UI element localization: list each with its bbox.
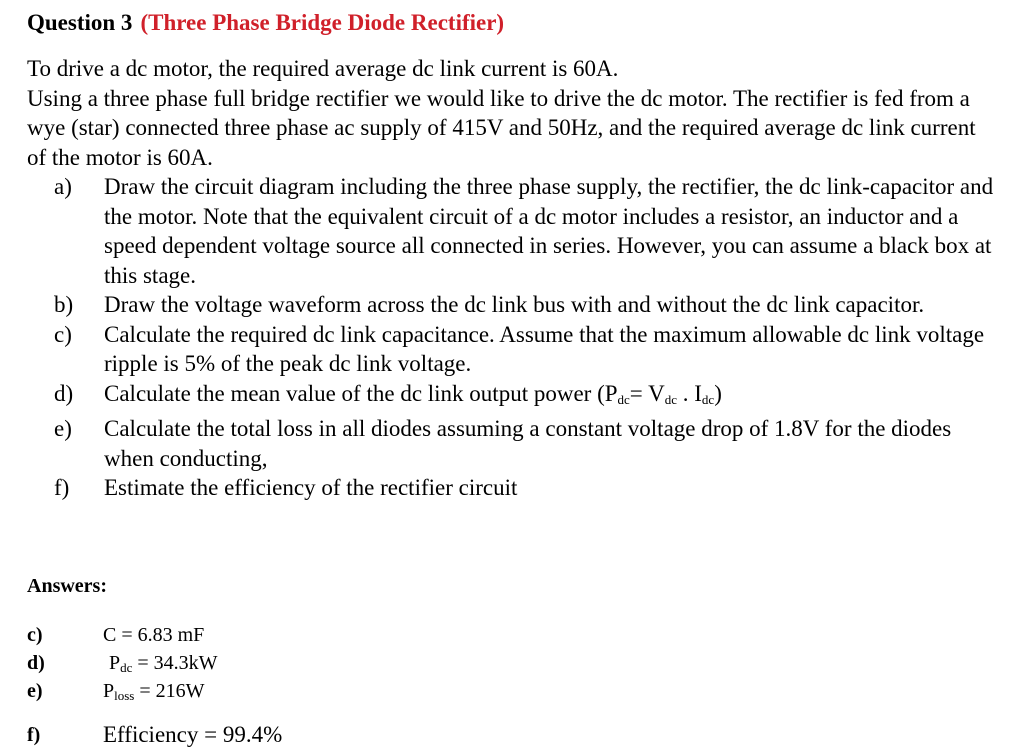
answer-value — [103, 624, 204, 647]
question-parts-list — [54, 172, 1004, 503]
question-subtitle: (Three Phase Bridge Diode Rectifier) — [140, 10, 505, 35]
part-text: Draw the circuit diagram including the three phase supply, the rectifier, the dc link-capacitor and the motor. Note that the equivalent circuit of a dc motor includes a resistor, an inductor and a speed dependent voltage source all connected in series. However, you can assume a black box at this stage. — [104, 174, 994, 288]
intro-line-1: To drive a dc motor, the required average dc link current is 60A. — [27, 56, 619, 81]
part-text: Draw the voltage waveform across the dc link bus with and without the dc link capacitor. — [104, 292, 925, 317]
part-b — [54, 290, 1004, 320]
part-label: f) — [54, 475, 70, 500]
subscript: loss — [114, 688, 135, 703]
answer-label: e) — [27, 680, 43, 702]
part-label: d) — [54, 380, 74, 406]
answer-value — [103, 680, 205, 704]
subscript: dc — [120, 660, 133, 675]
answer-value — [109, 652, 218, 676]
part-c — [54, 320, 1004, 379]
part-text: Calculate the required dc link capacitance. Assume that the maximum allowable dc link voltage ripple is 5% of the peak dc link voltage. — [104, 321, 985, 376]
part-label: a) — [54, 174, 72, 199]
subscript: dc — [701, 391, 715, 407]
answer-value — [103, 722, 282, 748]
answer-label: f) — [27, 724, 41, 746]
part-d-text-2: = V — [629, 380, 665, 406]
part-label: b) — [54, 292, 74, 317]
part-text: Estimate the efficiency of the rectifier circuit — [104, 475, 518, 500]
part-e — [54, 414, 1004, 473]
question-heading — [27, 10, 504, 36]
answer-label: d) — [27, 652, 45, 674]
intro-paragraph-2: Using a three phase full bridge rectifier we would like to drive the dc motor. The rectifier is fed from a wye (star) connected three phase ac supply of 415V and 50Hz, and the required average dc link current of the motor is 60A. — [27, 85, 976, 170]
answers-heading: Answers: — [27, 575, 107, 597]
part-label: c) — [54, 321, 72, 347]
part-d — [54, 379, 1004, 415]
answer-label: c) — [27, 624, 43, 646]
answer-text: Efficiency = 99.4% — [103, 722, 283, 747]
answer-text: C = 6.83 mF — [103, 624, 205, 646]
part-d-text-1: Calculate the mean value of the dc link output power (P — [104, 380, 618, 406]
subscript: dc — [664, 391, 677, 407]
subscript: dc — [617, 391, 630, 407]
question-number: Question 3 — [27, 10, 133, 35]
part-a — [54, 172, 1004, 290]
part-d-text-4: ) — [714, 380, 722, 406]
part-text: Calculate the total loss in all diodes assuming a constant voltage drop of 1.8V for the diodes when conducting, — [104, 416, 952, 471]
answer-symbol: P — [103, 680, 115, 702]
part-text — [104, 381, 722, 406]
answer-text: = 216W — [134, 680, 205, 702]
answer-symbol: P — [109, 652, 121, 674]
part-f — [54, 473, 1004, 503]
part-label: e) — [54, 416, 72, 441]
problem-statement — [27, 54, 997, 172]
part-d-text-3: . I — [677, 380, 702, 406]
answer-text: = 34.3kW — [132, 652, 218, 674]
